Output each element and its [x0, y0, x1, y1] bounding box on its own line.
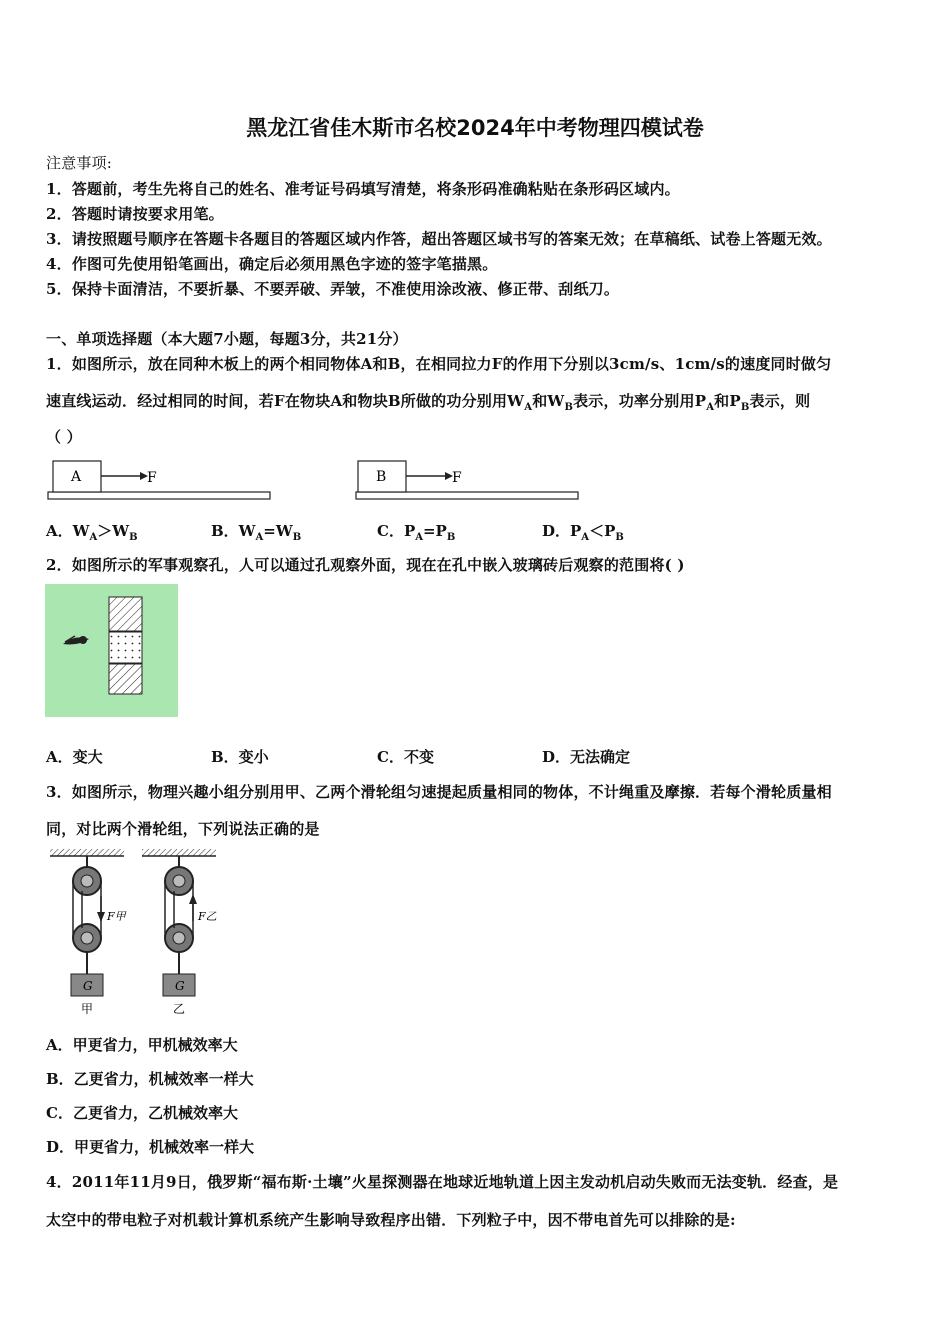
option-b[interactable]: B．乙更省力，机械效率一样大	[46, 1070, 254, 1088]
option-c[interactable]: C．乙更省力，乙机械效率大	[46, 1104, 238, 1122]
force-right-label: F乙	[198, 910, 217, 923]
option-d[interactable]: D．$P_A<P_B$	[542, 522, 624, 543]
question-4-line-2: 太空中的带电粒子对机载计算机系统产生影响导致程序出错．下列粒子中，因不带电首先可以排除的是:	[46, 1211, 736, 1229]
weight-label: G	[175, 979, 185, 993]
question-3-line-1: 3．如图所示，物理兴趣小组分别用甲、乙两个滑轮组匀速提起质量相同的物体，不计绳重及摩擦．若每个滑轮质量相	[46, 783, 832, 801]
notice-heading: 注意事项:	[46, 154, 113, 172]
figure-block-b	[352, 456, 584, 504]
block-b-label: B	[376, 469, 387, 485]
option-a[interactable]: A．变大	[46, 748, 103, 766]
option-b[interactable]: B．变小	[211, 748, 269, 766]
notice-item: 1．答题前，考生先将自己的姓名、准考证号码填写清楚，将条形码准确粘贴在条形码区域内。	[46, 180, 680, 198]
option-d[interactable]: D．甲更省力，机械效率一样大	[46, 1138, 255, 1156]
weight-label: G	[83, 979, 93, 993]
option-c[interactable]: C．不变	[377, 748, 434, 766]
pulley-system-right	[142, 849, 217, 1016]
question-3-line-2: 同，对比两个滑轮组，下列说法正确的是	[46, 820, 320, 838]
pulley-system-left	[50, 849, 128, 1016]
system-left-label: 甲	[81, 1002, 94, 1016]
notice-item: 5．保持卡面清洁，不要折暴、不要弄破、弄皱，不准使用涂改液、修正带、刮纸刀。	[46, 280, 620, 298]
figure-block-a	[44, 456, 276, 504]
notice-item: 4．作图可先使用铅笔画出，确定后必须用黑色字迹的签字笔描黑。	[46, 255, 498, 273]
notice-item: 3．请按照题号顺序在答题卡各题目的答题区域内作答，超出答题区域书写的答案无效；在草稿纸、试卷上答题无效。	[46, 230, 832, 248]
block-a-label: A	[71, 469, 82, 485]
option-a[interactable]: A．甲更省力，甲机械效率大	[46, 1036, 238, 1054]
force-label: F	[147, 470, 157, 486]
figure-observation-hole	[45, 584, 178, 717]
force-label: F	[452, 470, 462, 486]
force-left-label: F甲	[107, 910, 126, 923]
question-1-line-1: 1．如图所示，放在同种木板上的两个相同物体A和B，在相同拉力F的作用下分别以3cm/s、1cm/s的速度同时做匀	[46, 355, 832, 373]
option-c[interactable]: C．$P_A=P_B$	[377, 522, 456, 543]
option-b[interactable]: B．$W_A=W_B$	[211, 522, 302, 543]
question-1-line-2: 速直线运动．经过相同的时间，若F在物块A和物块B所做的功分别用$W_A$和$W_B$表示，功率分别用$P_A$和$P_B$表示，则	[46, 392, 811, 413]
option-d[interactable]: D．无法确定	[542, 748, 631, 766]
section-heading: 一、单项选择题（本大题7小题，每题3分，共21分）	[46, 330, 408, 348]
option-a[interactable]: A．$W_A>W_B$	[46, 522, 138, 543]
notice-item: 2．答题时请按要求用笔。	[46, 205, 224, 223]
system-right-label: 乙	[173, 1002, 186, 1016]
question-4-line-1: 4．2011年11月9日，俄罗斯“福布斯·土壤”火星探测器在地球近地轨道上因主发动机启动失败而无法变轨．经查，是	[46, 1173, 839, 1191]
figure-pulley-systems	[44, 846, 224, 1018]
answer-parenthesis: （ ）	[46, 428, 82, 446]
page-title: 黑龙江省佳木斯市名校2024年中考物理四模试卷	[246, 116, 704, 140]
question-2-text: 2．如图所示的军事观察孔，人可以通过孔观察外面，现在在孔中嵌入玻璃砖后观察的范围将( )	[46, 556, 685, 574]
